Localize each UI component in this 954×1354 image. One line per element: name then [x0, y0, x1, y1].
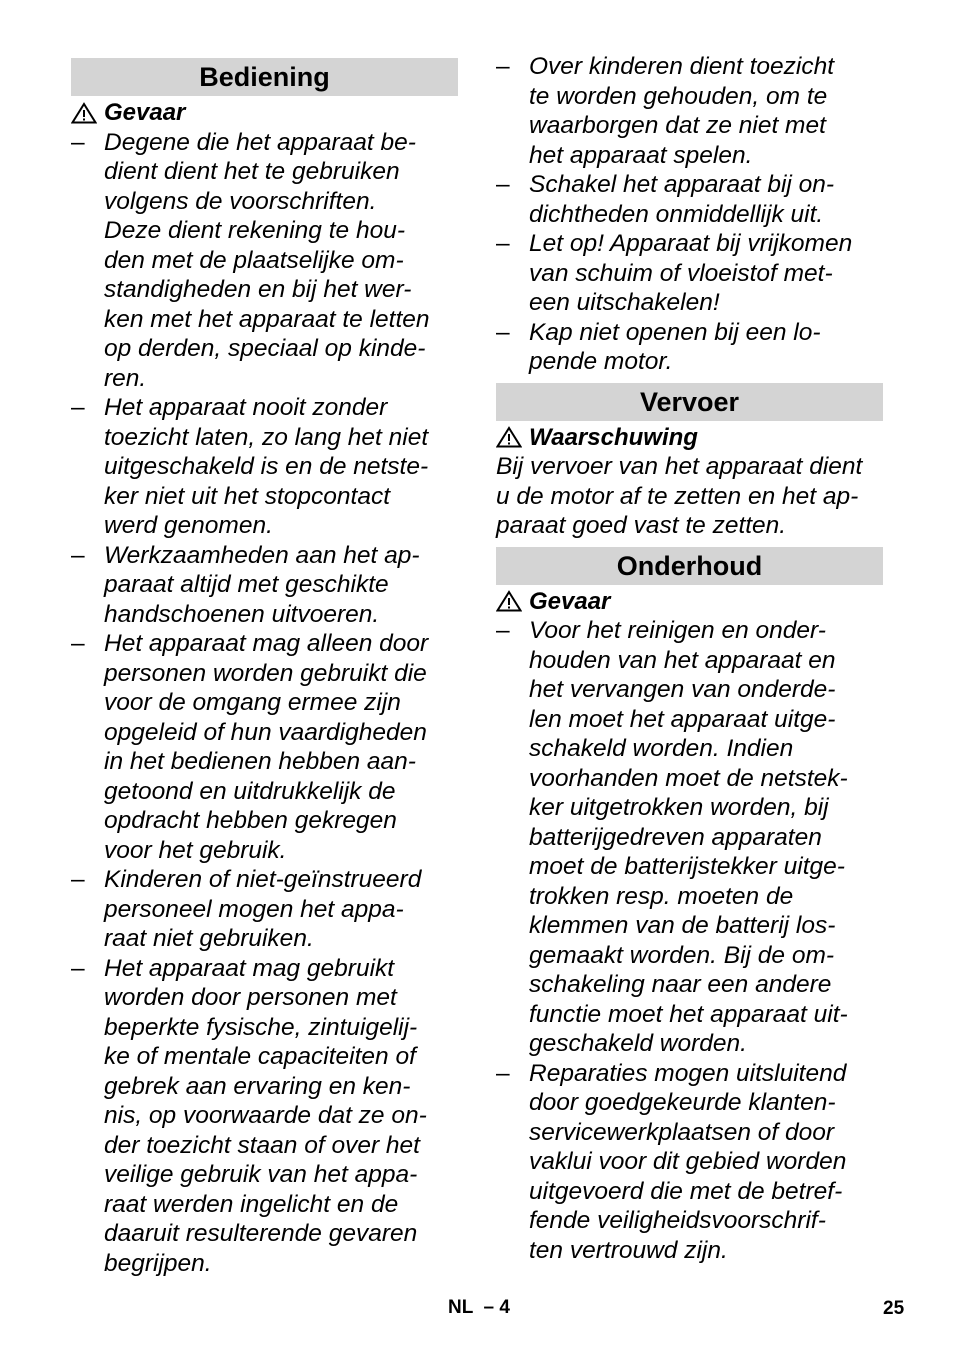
text-line: functie moet het apparaat uit- [529, 1000, 848, 1028]
warning-triangle-icon [496, 426, 522, 448]
text-line: het vervangen van onderde- [529, 676, 836, 703]
text-line: houden van het apparaat en [529, 646, 836, 674]
list-dash: – [71, 866, 85, 893]
text-line: geschakeld worden. [529, 1030, 747, 1057]
text-line: opgeleid of hun vaardigheden [104, 718, 427, 746]
text-line: een uitschakelen! [529, 289, 720, 316]
text-line: te worden gehouden, om te [529, 82, 828, 110]
list-item-text [104, 541, 420, 630]
bediening-list [71, 128, 458, 1279]
text-line: Kinderen of niet-geïnstrueerd [104, 866, 422, 893]
list-item-text [529, 616, 848, 1059]
text-line: Schakel het apparaat bij on- [529, 171, 835, 198]
text-line: ken met het apparaat te letten [104, 305, 430, 333]
text-line: veilige gebruik van het appa- [104, 1161, 418, 1188]
left-column [71, 58, 458, 1278]
list-item [71, 393, 458, 541]
text-line: len moet het apparaat uitge- [529, 705, 836, 733]
text-line: Bij vervoer van het apparaat dient [496, 453, 863, 480]
text-line: ke of mentale capaciteiten of [104, 1043, 416, 1070]
text-line: ker niet uit het stopcontact [104, 482, 390, 510]
text-line: paraat altijd met geschikte [104, 571, 389, 598]
list-item-text [104, 954, 427, 1279]
text-line: personen worden gebruikt die [104, 659, 427, 687]
text-line: gebrek aan ervaring en ken- [104, 1072, 411, 1100]
text-line: uitgeschakeld is en de netste- [104, 453, 429, 480]
text-line: ren. [104, 364, 147, 392]
list-item-text [529, 170, 834, 229]
text-line: pende motor. [529, 348, 673, 375]
list-item-text [529, 318, 821, 377]
list-dash: – [496, 1059, 510, 1087]
text-line: van schuim of vloeistof met- [529, 259, 833, 287]
text-line: voorhanden moet de netstek- [529, 764, 848, 792]
list-item [496, 318, 883, 377]
text-line: batterijgedreven apparaten [529, 823, 822, 851]
list-item [496, 52, 883, 170]
text-line: opdracht hebben gekregen [104, 807, 397, 834]
onderhoud-list [496, 616, 883, 1265]
list-item-text [104, 629, 428, 865]
text-line: door goedgekeurde klanten- [529, 1089, 836, 1116]
list-item [71, 541, 458, 630]
text-line: daaruit resulterende gevaren [104, 1220, 418, 1247]
text-line: Kap niet openen bij een lo- [529, 318, 821, 346]
text-line: worden door personen met [104, 984, 397, 1011]
text-line: werd genomen. [104, 512, 273, 539]
list-dash: – [71, 541, 85, 569]
text-line: paraat goed vast te zetten. [496, 512, 787, 539]
list-dash: – [496, 318, 510, 346]
list-dash: – [496, 53, 510, 80]
text-line: Werkzaamheden aan het ap- [104, 541, 420, 569]
text-line: voor de omgang ermee zijn [104, 689, 401, 716]
section-title-onderhoud: Onderhoud [496, 547, 883, 585]
warning-label: Gevaar [104, 99, 186, 126]
text-line: beperkte fysische, zintuigelij- [104, 1013, 418, 1041]
text-line: voor het gebruik. [104, 836, 287, 864]
text-line: personeel mogen het appa- [104, 895, 404, 923]
page-number: 25 [883, 1298, 905, 1319]
list-item [496, 229, 883, 318]
list-item [71, 865, 458, 954]
text-line: schakeling naar een andere [529, 971, 832, 998]
warning-gevaar-onderhoud [496, 587, 883, 617]
text-line: ker uitgetrokken worden, bij [529, 794, 829, 821]
list-item-text [104, 128, 430, 394]
text-line: volgens de voorschriften. [104, 187, 377, 215]
list-item [496, 170, 883, 229]
list-dash: – [496, 617, 510, 644]
text-line: den met de plaatselijke om- [104, 246, 404, 274]
text-line: handschoenen uitvoeren. [104, 600, 380, 628]
text-line: Het apparaat mag alleen door [104, 630, 429, 657]
text-line: Reparaties mogen uitsluitend [529, 1059, 847, 1087]
text-line: servicewerkplaatsen of door [529, 1118, 835, 1146]
text-line: waarborgen dat ze niet met [529, 112, 826, 139]
list-dash: – [71, 630, 85, 657]
warning-waarschuwing [496, 423, 883, 453]
text-line: Degene die het apparaat be- [104, 128, 416, 156]
list-item-text [529, 1059, 846, 1266]
text-line: raat werden ingelicht en de [104, 1190, 399, 1218]
text-line: op derden, speciaal op kinde- [104, 335, 426, 362]
list-dash: – [71, 954, 85, 982]
transport-paragraph [496, 452, 883, 541]
text-line: Deze dient rekening te hou- [104, 217, 405, 244]
text-line: begrijpen. [104, 1249, 212, 1277]
text-line: toezicht laten, zo lang het niet [104, 423, 429, 451]
text-line: Over kinderen dient toezicht [529, 53, 835, 80]
text-line: Voor het reinigen en onder- [529, 617, 826, 644]
list-item [71, 954, 458, 1279]
text-line: schakeld worden. Indien [529, 735, 794, 762]
text-line: u de motor af te zetten en het ap- [496, 482, 859, 510]
list-item-text [529, 229, 852, 318]
text-line: gemaakt worden. Bij de om- [529, 941, 835, 969]
text-line: ten vertrouwd zijn. [529, 1236, 728, 1264]
intro-list [496, 52, 883, 377]
footer-language-page: NL – 4 [448, 1297, 510, 1318]
right-column [496, 52, 883, 1265]
text-line: in het bedienen hebben aan- [104, 748, 416, 775]
list-item [496, 616, 883, 1059]
text-line: standigheden en bij het wer- [104, 276, 412, 303]
list-item [496, 1059, 883, 1266]
warning-triangle-icon [496, 590, 522, 612]
list-item-text [104, 393, 428, 541]
warning-label: Gevaar [529, 587, 611, 615]
text-line: het apparaat spelen. [529, 141, 753, 169]
list-item [71, 128, 458, 394]
list-item-text [104, 865, 421, 954]
text-line: moet de batterijstekker uitge- [529, 853, 845, 880]
list-dash: – [71, 394, 85, 421]
text-line: Let op! Apparaat bij vrijkomen [529, 230, 853, 257]
list-dash: – [496, 230, 510, 257]
section-title-vervoer: Vervoer [496, 383, 883, 421]
text-line: Het apparaat mag gebruikt [104, 954, 395, 982]
text-line: getoond en uitdrukkelijk de [104, 777, 396, 805]
text-line: raat niet gebruiken. [104, 925, 314, 952]
list-item-text [529, 52, 834, 170]
section-title-bediening: Bediening [71, 58, 458, 96]
text-line: fende veiligheidsvoorschrif- [529, 1207, 826, 1234]
text-line: dient dient het te gebruiken [104, 158, 400, 185]
list-dash: – [496, 171, 510, 198]
text-line: der toezicht staan of over het [104, 1131, 420, 1159]
text-line: trokken resp. moeten de [529, 882, 794, 910]
text-line: klemmen van de batterij los- [529, 912, 836, 939]
text-line: Het apparaat nooit zonder [104, 394, 388, 421]
text-line: vaklui voor dit gebied worden [529, 1148, 847, 1175]
text-line: nis, op voorwaarde dat ze on- [104, 1102, 427, 1129]
warning-triangle-icon [71, 102, 97, 124]
warning-label: Waarschuwing [529, 423, 698, 451]
list-dash: – [71, 128, 85, 156]
text-line: uitgevoerd die met de betref- [529, 1177, 843, 1205]
list-item [71, 629, 458, 865]
warning-gevaar [71, 98, 458, 128]
text-line: dichtheden onmiddellijk uit. [529, 200, 824, 228]
